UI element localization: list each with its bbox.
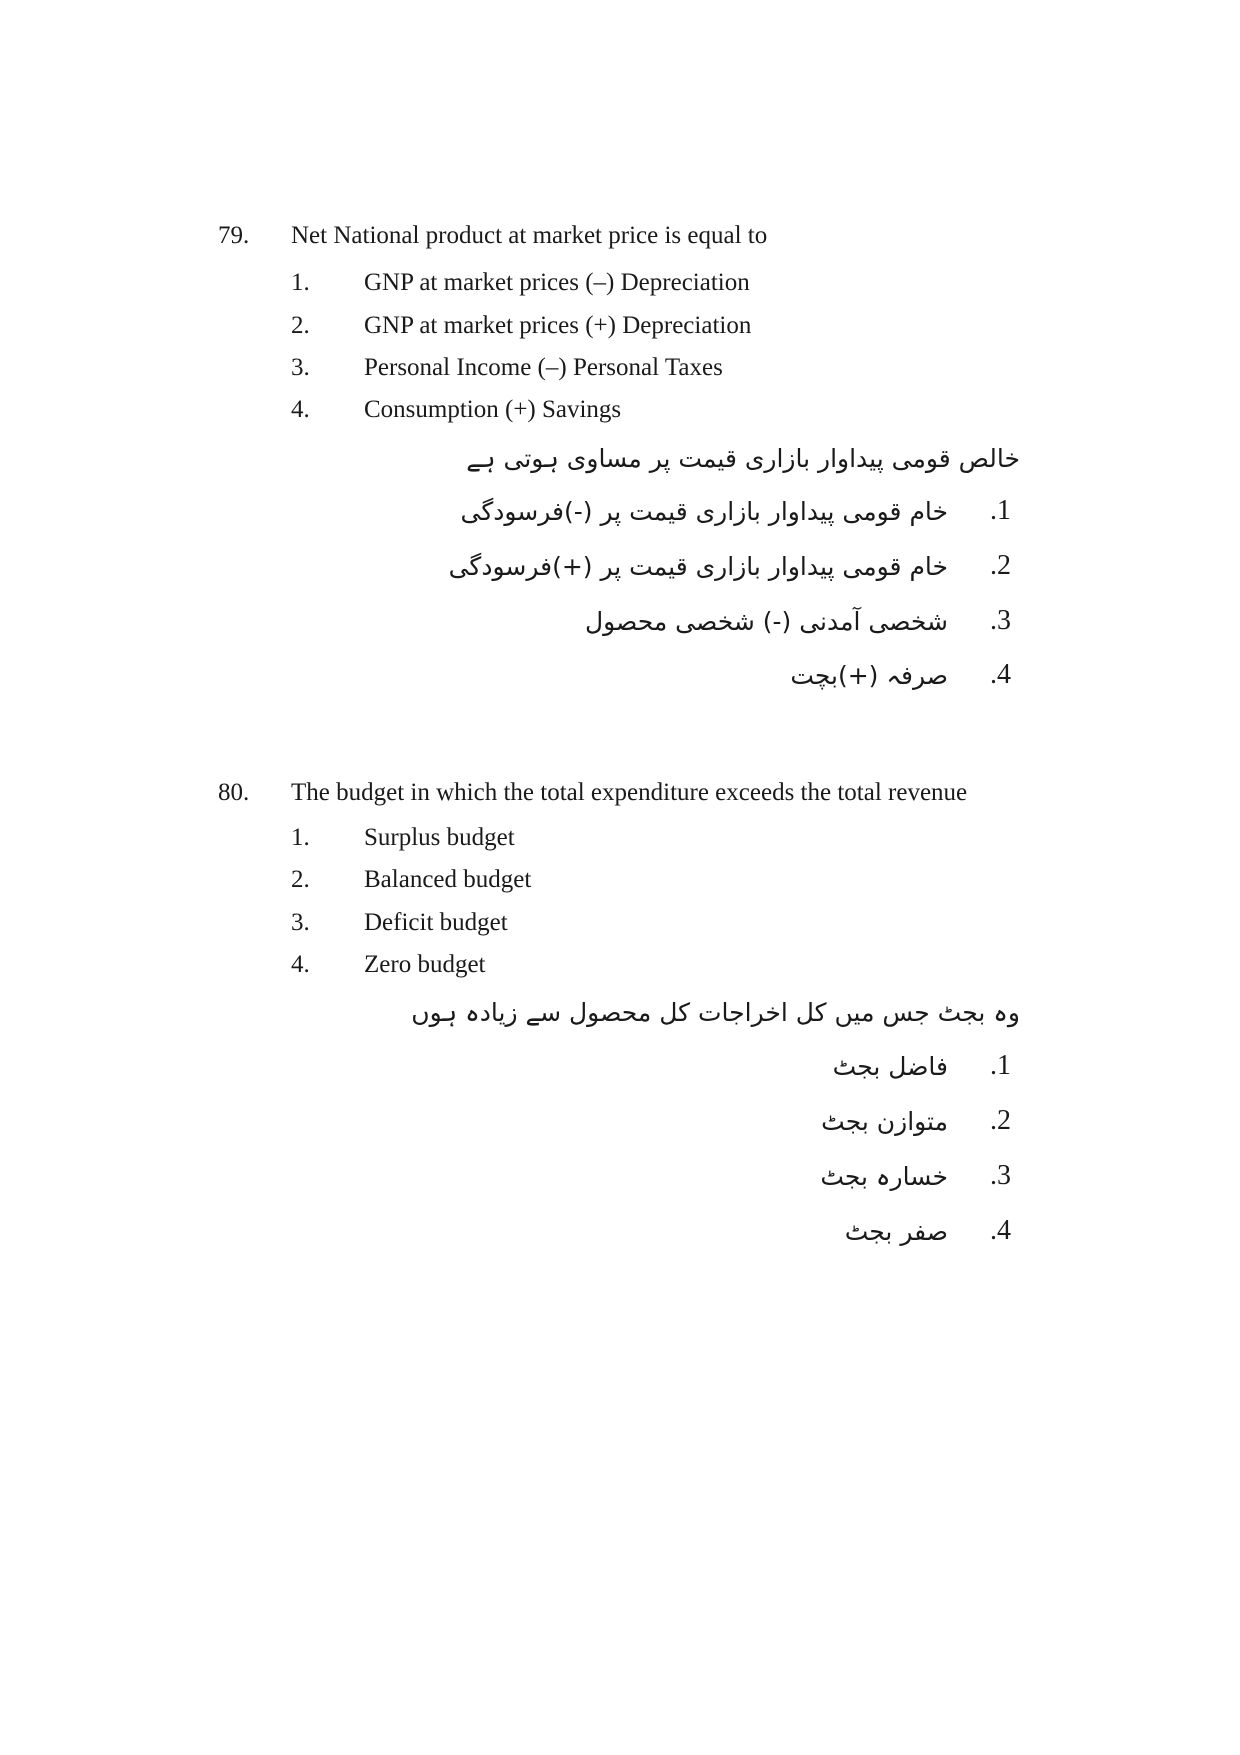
option-text: GNP at market prices (–) Depreciation: [364, 269, 750, 296]
option-number: 1.: [291, 824, 310, 851]
urdu-option-text: متوازن بجٹ: [821, 1107, 948, 1136]
urdu-option-text: فاضل بجٹ: [832, 1052, 948, 1081]
option-number: 2.: [291, 866, 310, 893]
option-text: Consumption (+) Savings: [364, 396, 622, 423]
option-number: 4.: [291, 396, 310, 423]
urdu-question-text: خالص قومی پیداوار بازاری قیمت پر مساوی ہوتی ہے: [466, 444, 1020, 473]
urdu-option-text: صرفہ (+)بچت: [790, 661, 948, 690]
urdu-option-number: .3: [990, 1160, 1011, 1191]
urdu-option-number: .4: [990, 1215, 1011, 1246]
question-number: 80.: [218, 779, 250, 806]
option-number: 3.: [291, 909, 310, 936]
option-text: Surplus budget: [364, 824, 515, 851]
urdu-option-number: .1: [990, 1050, 1011, 1081]
option-text: GNP at market prices (+) Depreciation: [364, 312, 752, 339]
question-text: The budget in which the total expenditure exceeds the total revenue: [291, 779, 968, 806]
question-number: 79.: [218, 222, 250, 249]
urdu-option-number: .2: [990, 550, 1011, 581]
urdu-option-number: .2: [990, 1105, 1011, 1136]
option-text: Deficit budget: [364, 909, 508, 936]
option-number: 4.: [291, 951, 310, 978]
urdu-option-text: خسارہ بجٹ: [820, 1162, 948, 1191]
urdu-option-text: صفر بجٹ: [844, 1217, 948, 1246]
question-text: Net National product at market price is equal to: [291, 222, 768, 249]
urdu-option-number: .1: [990, 495, 1011, 526]
option-number: 3.: [291, 354, 310, 381]
urdu-option-number: .3: [990, 605, 1011, 636]
urdu-option-text: شخصی آمدنی (-) شخصی محصول: [584, 607, 948, 636]
option-text: Balanced budget: [364, 866, 532, 893]
urdu-question-text: وہ بجٹ جس میں کل اخراجات کل محصول سے زیادہ ہوں: [411, 998, 1020, 1027]
option-number: 2.: [291, 312, 310, 339]
option-number: 1.: [291, 269, 310, 296]
urdu-option-text: خام قومی پیداوار بازاری قیمت پر (+)فرسودگی: [448, 552, 948, 581]
option-text: Zero budget: [364, 951, 486, 978]
option-text: Personal Income (–) Personal Taxes: [364, 354, 723, 381]
urdu-option-text: خام قومی پیداوار بازاری قیمت پر (-)فرسودگی: [460, 497, 948, 526]
urdu-option-number: .4: [990, 659, 1011, 690]
